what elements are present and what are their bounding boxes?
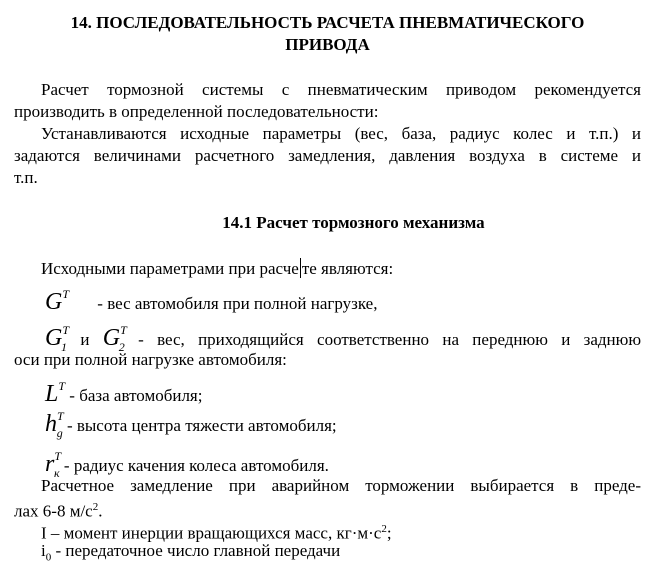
paragraph-line <box>14 146 641 166</box>
params-intro-text: Исходными параметрами при расче <box>41 259 299 278</box>
math-symbol: i <box>41 541 46 560</box>
paragraph-text: производить в определенной последовательности: <box>14 102 379 121</box>
param-description: - вес, приходящийся соответственно на переднюю и заднюю <box>138 330 642 349</box>
params-intro <box>41 258 657 279</box>
param-description: - высота центра тяжести автомобиля; <box>66 416 337 435</box>
paragraph-line <box>14 102 641 122</box>
paragraph-line <box>14 168 641 188</box>
conjunction-text: и <box>80 330 90 349</box>
paragraph-text: Расчет тормозной системы с пневматическим приводом рекомендуется <box>41 80 641 99</box>
subscript: 0 <box>45 551 52 564</box>
paragraph-text: - передаточное число главной передачи <box>51 541 341 560</box>
param-row-cog-height <box>45 408 657 443</box>
param-row-vehicle-weight <box>45 286 657 314</box>
paragraph-line <box>41 476 641 496</box>
paragraph-text: Устанавливаются исходные параметры (вес, база, радиус колес и т.п.) и <box>41 124 641 143</box>
subsection-title <box>40 213 657 233</box>
paragraph-text: оси при полной нагрузке автомобиля: <box>14 350 287 369</box>
math-symbol: $L^T$ <box>45 379 66 407</box>
param-description: - база автомобиля; <box>69 386 203 405</box>
paragraph-line <box>14 497 641 522</box>
param-row-wheelbase <box>45 378 657 406</box>
superscript: 2 <box>381 523 387 535</box>
superscript: 2 <box>92 501 99 513</box>
section-title-text: 14. ПОСЛЕДОВАТЕЛЬНОСТЬ РАСЧЕТА ПНЕВМАТИЧЕСКОГО <box>70 13 585 32</box>
math-symbol: $G^T_2$ <box>102 323 127 354</box>
math-symbol: $G^T_1$ <box>45 323 70 354</box>
section-title-line1 <box>14 13 641 33</box>
paragraph-line <box>41 541 657 567</box>
math-symbol: $h^T_g$ <box>45 409 64 440</box>
paragraph-text: лах 6-8 м/с <box>14 501 93 521</box>
params-intro-text-2: те являются: <box>301 259 394 278</box>
math-symbol: $r^T_к$ <box>45 449 62 480</box>
paragraph-text: задаются величинами расчетного замедления, давления воздуха в системе и <box>14 146 641 165</box>
paragraph-line <box>41 80 641 100</box>
param-description: - радиус качения колеса автомобиля. <box>63 456 329 475</box>
math-symbol: $G^T$ <box>45 287 70 315</box>
param-description: - вес автомобиля при полной нагрузке, <box>97 294 378 313</box>
section-title-line2 <box>14 35 641 55</box>
paragraph-text: т.п. <box>14 168 38 187</box>
paragraph-text: ; <box>386 523 392 543</box>
subsection-title-text: 14.1 Расчет тормозного механизма <box>222 213 485 232</box>
paragraph-line <box>41 519 657 544</box>
paragraph-text: Расчетное замедление при аварийном торможении выбирается в преде- <box>41 476 641 495</box>
paragraph-text: . <box>98 501 103 521</box>
paragraph-line <box>14 350 641 370</box>
paragraph-text: I – момент инерции вращающихся масс, кг·м·с <box>41 523 382 543</box>
paragraph-line <box>41 124 641 144</box>
section-title-text-2: ПРИВОДА <box>285 35 370 54</box>
text-cursor <box>300 258 301 278</box>
